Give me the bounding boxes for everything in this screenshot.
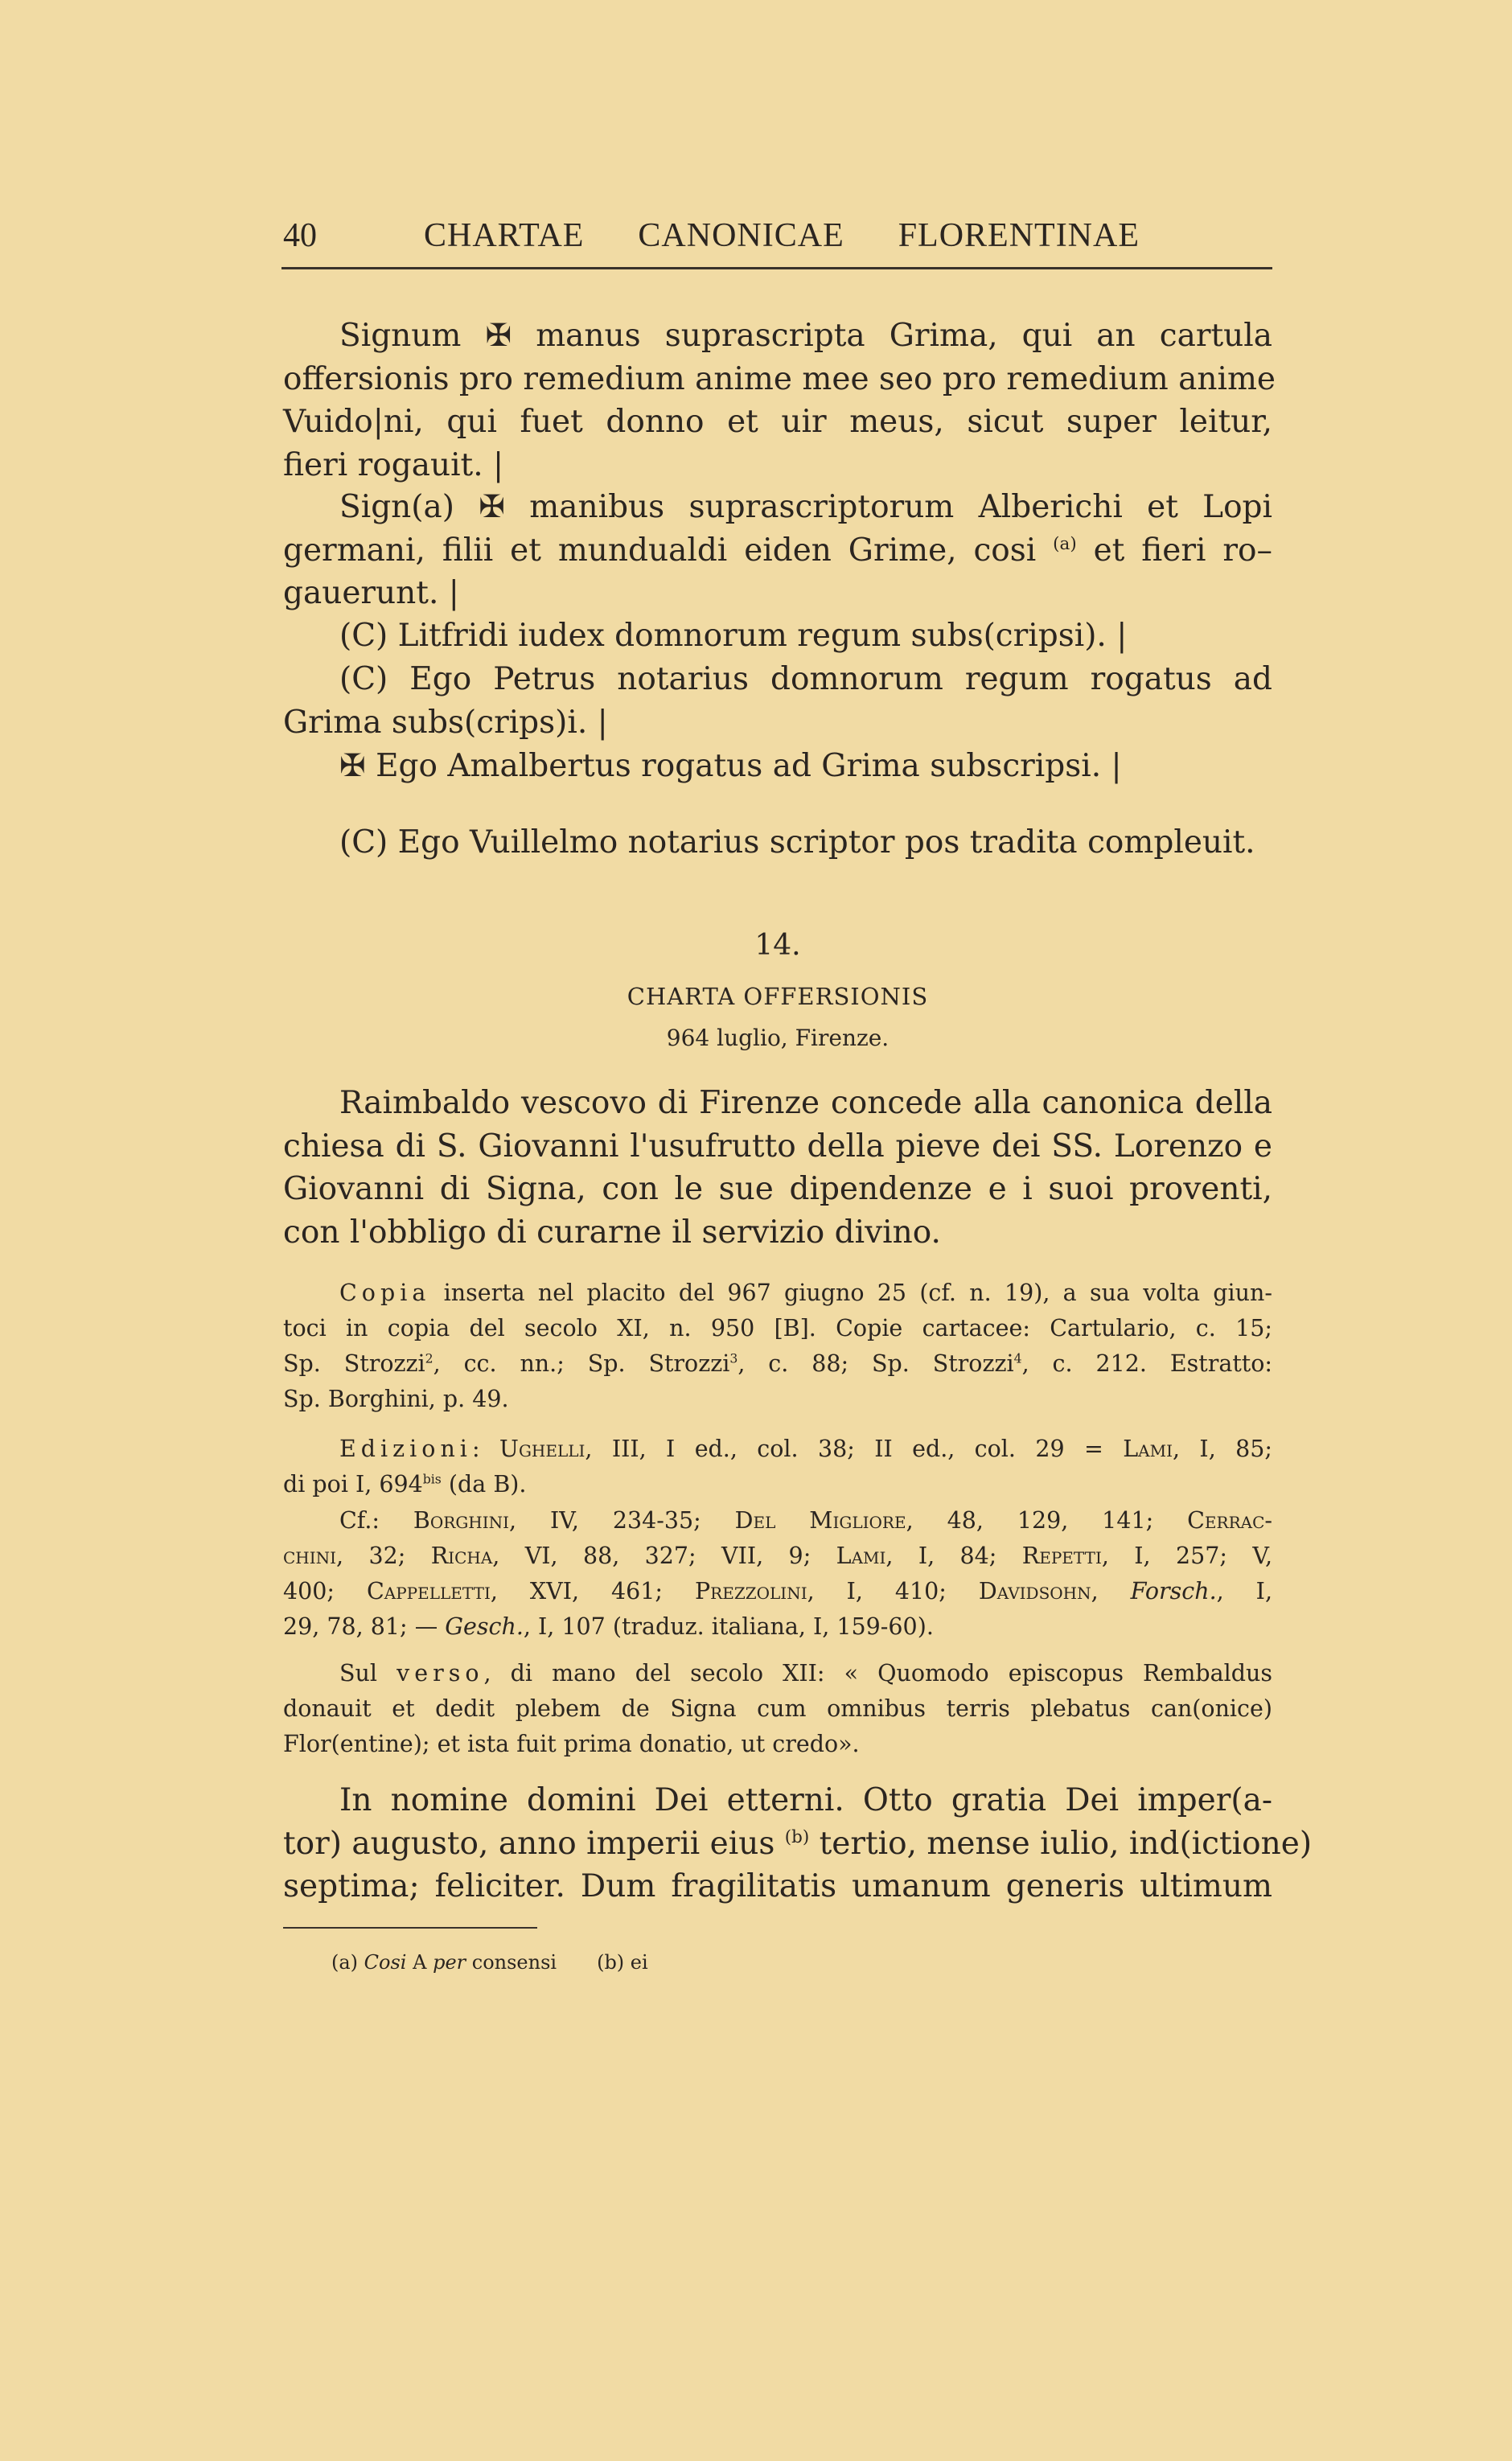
- text: , cc. nn.; Sp. Strozzi: [433, 1350, 730, 1377]
- text-line: [283, 1539, 1272, 1574]
- sup: 2: [425, 1350, 433, 1366]
- author: Repetti: [1021, 1543, 1102, 1569]
- references-note: [283, 1503, 1272, 1645]
- text-line: Raimbaldo vescovo di Firenze concede alla canonica della: [339, 1085, 1272, 1121]
- text-line: offersionis pro remedium anime mee seo pro remedium anime: [283, 360, 1276, 397]
- text: Cf.:: [339, 1507, 413, 1534]
- text-line: [283, 1276, 1272, 1311]
- sup: bis: [422, 1471, 442, 1487]
- text: , XVI, 461;: [490, 1578, 695, 1604]
- footnote-ref-a: (a): [1053, 533, 1077, 554]
- text-line: [283, 1503, 1272, 1539]
- text: 29, 78, 81; —: [283, 1613, 446, 1640]
- charter-date: 964 luglio, Firenze.: [666, 1025, 890, 1051]
- author: Prezzolini: [695, 1578, 807, 1604]
- text-line: Giovanni di Signa, con le sue dipendenze e i suoi proventi,: [283, 1171, 1272, 1207]
- text: 400;: [283, 1578, 367, 1604]
- text-line: Vuido|ni, qui fuet donno et uir meus, sicut super leitur,: [283, 404, 1272, 440]
- author: Lami: [1123, 1436, 1173, 1462]
- text: inserta nel placito del 967 giugno 25 (cf. n. 19), a sua volta giun-: [430, 1280, 1272, 1306]
- author: chini: [283, 1543, 337, 1569]
- work-title: Gesch.: [445, 1613, 524, 1640]
- text-line: [283, 529, 1272, 573]
- text-line: [283, 1609, 1272, 1645]
- charter-text: [283, 1779, 1313, 1908]
- author: Del Migliore: [734, 1507, 906, 1534]
- text-line: fieri rogauit. |: [283, 446, 504, 483]
- subscription-vuillelmo: [283, 821, 1272, 865]
- sup: 4: [1013, 1350, 1022, 1366]
- text: , I, 107 (traduz. italiana, I, 159-60).: [523, 1613, 934, 1640]
- text-line: con l'obbligo di curarne il servizio divino.: [283, 1214, 941, 1251]
- text-line: Grima subs(crips)i. |: [283, 704, 608, 741]
- text-line: [283, 1432, 1272, 1467]
- text-line: Signum ✠ manus suprascripta Grima, qui an cartula: [339, 318, 1272, 354]
- sign-paragraph: [283, 486, 1272, 615]
- text: , I, 410;: [807, 1578, 979, 1604]
- text: ,: [1091, 1578, 1131, 1604]
- text: per: [433, 1951, 466, 1974]
- editions-note: [283, 1432, 1272, 1502]
- text-line: [283, 1574, 1272, 1609]
- text-line: toci in copia del secolo XI, n. 950 [B]. Copie cartacee: Cartulario, c. 15;: [283, 1315, 1272, 1341]
- text: , c. 88; Sp. Strozzi: [738, 1350, 1014, 1377]
- text: , di mano del secolo XII: « Quomodo episcopus Rembaldus: [483, 1660, 1272, 1687]
- text: , 32;: [336, 1543, 431, 1569]
- text-line: ✠ Ego Amalbertus rogatus ad Grima subscripsi. |: [339, 748, 1122, 784]
- text: Cosi: [364, 1951, 407, 1974]
- text-line: [283, 1467, 1272, 1502]
- text: , 48, 129, 141;: [906, 1507, 1188, 1534]
- header-rule: [281, 267, 1272, 269]
- text: , IV, 234-35;: [509, 1507, 735, 1534]
- text-line: Sign(a) ✠ manibus suprascriptorum Alberichi et Lopi: [339, 489, 1272, 525]
- text: , I, 84;: [885, 1543, 1022, 1569]
- subscription-petrus: [283, 658, 1272, 744]
- text-line: septima; feliciter. Dum fragilitatis umanum generis ultimum: [283, 1868, 1272, 1904]
- text-line: donauit et dedit plebem de Signa cum omnibus terris plebatus can(onice): [283, 1695, 1272, 1722]
- text: di poi I, 694: [283, 1471, 423, 1498]
- author: Cappelletti: [366, 1578, 491, 1604]
- footnotes: [331, 1949, 648, 1975]
- author: Richa: [430, 1543, 493, 1569]
- verso-note: [283, 1656, 1272, 1762]
- text-line: gauerunt. |: [283, 575, 459, 611]
- text-line: [283, 1346, 1272, 1382]
- charter-title: CHARTA OFFERSIONIS: [627, 983, 929, 1010]
- text: A: [406, 1951, 433, 1974]
- footnote-rule: [283, 1927, 537, 1929]
- author: Ughelli: [499, 1436, 585, 1462]
- text-line: [283, 1656, 1272, 1691]
- text-line: Flor(entine); et ista fuit prima donatio, ut credo».: [283, 1731, 860, 1757]
- text: , III, I ed., col. 38; II ed., col. 29 =: [585, 1436, 1124, 1462]
- text: (da B).: [441, 1471, 527, 1498]
- text-line: Sp. Borghini, p. 49.: [283, 1386, 509, 1412]
- text-line: chiesa di S. Giovanni l'usufrutto della pieve dei SS. Lorenzo e: [283, 1128, 1272, 1165]
- text-line: In nomine domini Dei etterni. Otto gratia Dei imper(a-: [339, 1782, 1272, 1818]
- footnote-b: (b) ei: [597, 1951, 648, 1974]
- signum-paragraph: [283, 314, 1276, 487]
- text-line: (C) Ego Petrus notarius domnorum regum rogatus ad: [339, 661, 1272, 697]
- work-title: Forsch.: [1130, 1578, 1217, 1604]
- label: Copia: [339, 1280, 431, 1306]
- author: Davidsohn: [978, 1578, 1091, 1604]
- text-line: (C) Ego Vuillelmo notarius scriptor pos tradita compleuit.: [339, 824, 1255, 861]
- author: Cerrac-: [1187, 1507, 1273, 1534]
- label: verso: [396, 1660, 484, 1687]
- text: tor) augusto, anno imperii eius: [283, 1825, 785, 1862]
- text: Sul: [339, 1660, 397, 1687]
- charter-number: 14.: [754, 929, 801, 962]
- subscription-litfridi: [283, 614, 1272, 658]
- text: :: [471, 1436, 499, 1462]
- text: , I, 85;: [1173, 1436, 1272, 1462]
- author: Lami: [836, 1543, 886, 1569]
- text: , c. 212. Estratto:: [1021, 1350, 1272, 1377]
- text: , I, 257; V,: [1101, 1543, 1273, 1569]
- text: tertio, mense iulio, ind(ictione): [809, 1825, 1313, 1862]
- text: et fieri ro–: [1076, 532, 1272, 569]
- text: , I,: [1216, 1578, 1272, 1604]
- text: consensi: [466, 1951, 557, 1974]
- subscription-amalbertus: [283, 745, 1272, 788]
- text: , VI, 88, 327; VII, 9;: [492, 1543, 836, 1569]
- page-number: 40: [283, 217, 317, 254]
- text-line: (C) Litfridi iudex domnorum regum subs(cripsi). |: [339, 618, 1128, 654]
- sup: 3: [729, 1350, 738, 1366]
- author: Borghini: [413, 1507, 510, 1534]
- running-title: CHARTAE CANONICAE FLORENTINAE: [424, 217, 1140, 254]
- label: Edizioni: [339, 1436, 472, 1462]
- footnote-a-label: (a): [331, 1951, 364, 1974]
- tradition-note: [283, 1276, 1272, 1417]
- text-line: [283, 1822, 1313, 1866]
- text: Sp. Strozzi: [283, 1350, 425, 1377]
- footnote-ref-b: (b): [784, 1826, 810, 1847]
- text: germani, filii et mundualdi eiden Grime, cosi: [283, 532, 1054, 569]
- charter-summary: [283, 1082, 1272, 1254]
